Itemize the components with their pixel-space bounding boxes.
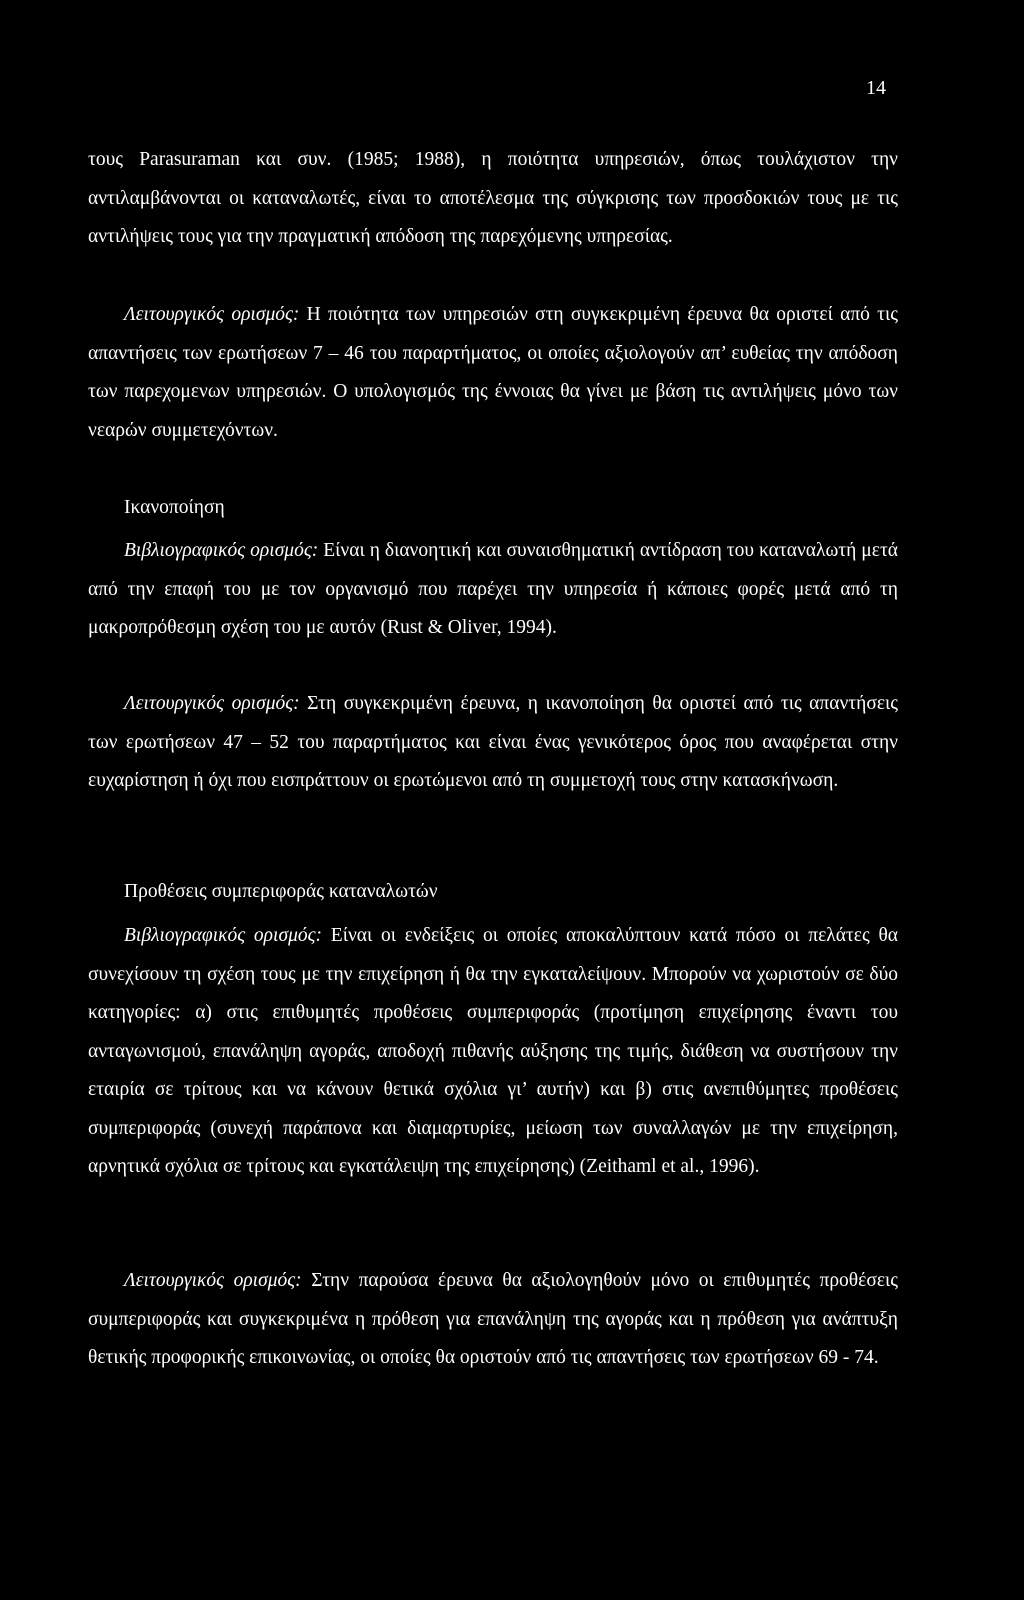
definition-label: Βιβλιογραφικός ορισμός: [124,540,319,561]
definition-text: Στη συγκεκριμένη έρευνα, η ικανοποίηση θα οριστεί από τις απαντήσεις των ερωτήσεων 47 – 52 του παραρτήματος και είναι ένας γενικότερος όρος που αναφέρεται στην ευχαρίστηση ή όχι που εισπράττουν οι ερωτώμενοι από τη συμμετοχή τους στην κατασκήνωση. [88,693,898,791]
definition-text: Στην παρούσα έρευνα θα αξιολογηθούν μόνο οι επιθυμητές προθέσεις συμπεριφοράς και συγκεκριμένα η πρόθεση για επανάληψη της αγοράς και η πρόθεση για ανάπτυξη θετικής προφορικής επικοινωνίας, οι οποίες θα οριστούν από τις απαντήσεις των ερωτήσεων 69 - 74. [88,1270,898,1368]
page-number: 14 [866,77,886,99]
section-heading-behavioral-intentions: Προθέσεις συμπεριφοράς καταναλωτών [124,881,438,902]
paragraph-service-quality-operational [88,296,898,450]
section-heading-satisfaction: Ικανοποίηση [124,497,225,518]
definition-label: Λειτουργικός ορισμός: [124,1270,302,1291]
definition-label: Λειτουργικός ορισμός: [124,304,300,325]
paragraph-service-quality-intro: τους Parasuraman και συν. (1985; 1988), η ποιότητα υπηρεσιών, όπως τουλάχιστον την αντιλαμβάνονται οι καταναλωτές, είναι το αποτέλεσμα της σύγκρισης των προσδοκιών τους με τις αντιλήψεις τους για την πραγματική απόδοση της παρεχόμενης υπηρεσίας. [88,149,898,247]
definition-text: Η ποιότητα των υπηρεσιών στη συγκεκριμένη έρευνα θα οριστεί από τις απαντήσεις των ερωτήσεων 7 – 46 του παραρτήματος, οι οποίες αξιολογούν απ’ ευθείας την απόδοση των παρεχομενων υπηρεσιών. Ο υπολογισμός της έννοιας θα γίνει με βάση τις αντιλήψεις μόνο των νεαρών συμμετεχόντων. [88,304,898,441]
definition-label: Βιβλιογραφικός ορισμός: [124,925,323,946]
definition-text: Είναι η διανοητική και συναισθηματική αντίδραση του καταναλωτή μετά από την επαφή του με τον οργανισμό που παρέχει την υπηρεσία ή κάποιες φορές μετά από τη μακροπρόθεσμη σχέση του με αυτόν (Rust & Oliver, 1994). [88,540,899,638]
paragraph-intentions-bibliographic [88,917,898,1187]
definition-text: Είναι οι ενδείξεις οι οποίες αποκαλύπτουν κατά πόσο οι πελάτες θα συνεχίσουν τη σχέση τους με την επιχείρηση ή θα την εγκαταλείψουν. Μπορούν να χωριστούν σε δύο κατηγορίες: α) στις επιθυμητές προθέσεις συμπεριφοράς (προτίμηση επιχείρησης έναντι του ανταγωνισμού, επανάληψη αγοράς, αποδοχή πιθανής αύξησης της τιμής, διάθεση να συστήσουν την εταιρία σε τρίτους και να κάνουν θετικά σχόλια γι’ αυτήν) και β) στις ανεπιθύμητες προθέσεις συμπεριφοράς (συνεχή παράπονα και διαμαρτυρίες, μείωση των συναλλαγών με την επιχείρηση, αρνητικά σχόλια σε τρίτους και εγκατάλειψη της επιχείρησης) (Zeithaml et al., 1996). [88,925,899,1177]
definition-label: Λειτουργικός ορισμός: [124,693,300,714]
paragraph-intentions-operational [88,1262,898,1378]
paragraph-satisfaction-operational [88,685,898,801]
paragraph-satisfaction-bibliographic [88,532,898,648]
